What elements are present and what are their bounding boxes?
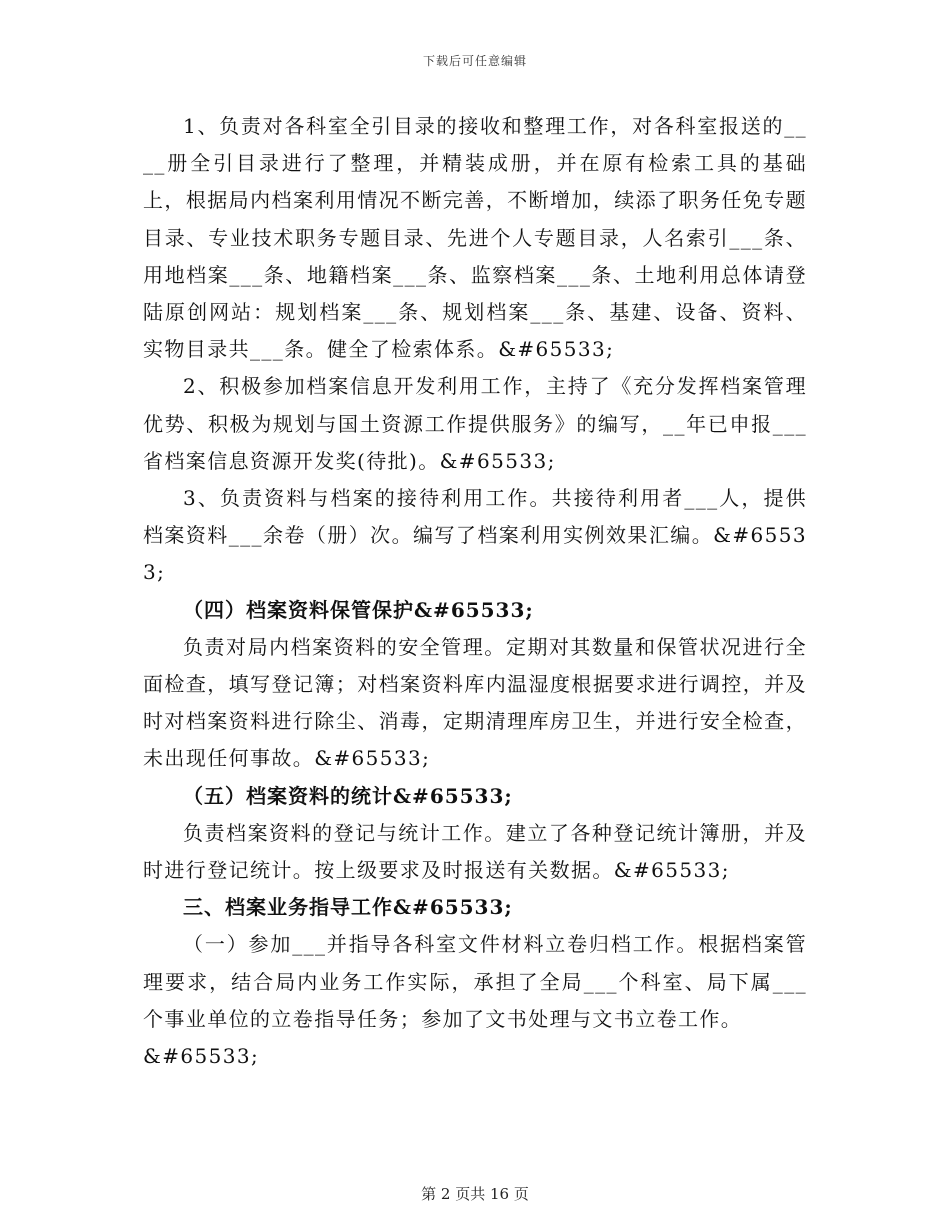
heading-business-guidance: 三、档案业务指导工作&#65533;	[183, 895, 513, 920]
paragraph-registration-statistics: 负责档案资料的登记与统计工作。建立了各种登记统计簿册，并及时进行登记统计。按上级要求及时报送有关数据。&#65533;	[143, 820, 807, 883]
paragraph-safety-management: 负责对局内档案资料的安全管理。定期对其数量和保管状况进行全面检查，填写登记簿；对档案资料库内温湿度根据要求进行调控，并及时对档案资料进行除尘、消毒，定期清理库房卫生，并进行安全检查，未出现任何事故。&#65533;	[143, 634, 807, 771]
heading-statistics: （五）档案资料的统计&#65533;	[183, 783, 513, 808]
header-note: 下载后可任意编辑	[422, 54, 527, 68]
paragraph-index-catalog: 1、负责对各科室全引目录的接收和整理工作，对各科室报送的____册全引目录进行了整理，并精装成册，并在原有检索工具的基础上，根据局内档案利用情况不断完善，不断增加，续添了职务任免专题目录、专业技术职务专题目录、先进个人专题目录，人名索引___条、用地档案___条、地籍档案___条、监察档案___条、土地利用总体请登陆原创网站：规划档案___条、规划档案___条、基建、设备、资料、实物目录共___条。健全了检索体系。&#65533;	[143, 114, 807, 362]
paragraph-filing-guidance: （一）参加___并指导各科室文件材料立卷归档工作。根据档案管理要求，结合局内业务工作实际，承担了全局___个科室、局下属___个事业单位的立卷指导任务；参加了文书处理与文书立卷工作。	[143, 932, 807, 1031]
page-number-footer: 第 2 页共 16 页	[421, 1185, 529, 1203]
heading-storage-protection: （四）档案资料保管保护&#65533;	[183, 597, 534, 622]
document-body	[143, 108, 807, 1075]
paragraph-filing-guidance-tail: &#65533;	[143, 1044, 260, 1069]
paragraph-info-development: 2、积极参加档案信息开发利用工作，主持了《充分发挥档案管理优势、积极为规划与国土资源工作提供服务》的编写，__年已申报___省档案信息资源开发奖(待批)。&#65533;	[143, 374, 807, 473]
paragraph-reception-use: 3、负责资料与档案的接待利用工作。共接待利用者___人，提供档案资料___余卷（册）次。编写了档案利用实例效果汇编。&#65533;	[143, 486, 807, 585]
